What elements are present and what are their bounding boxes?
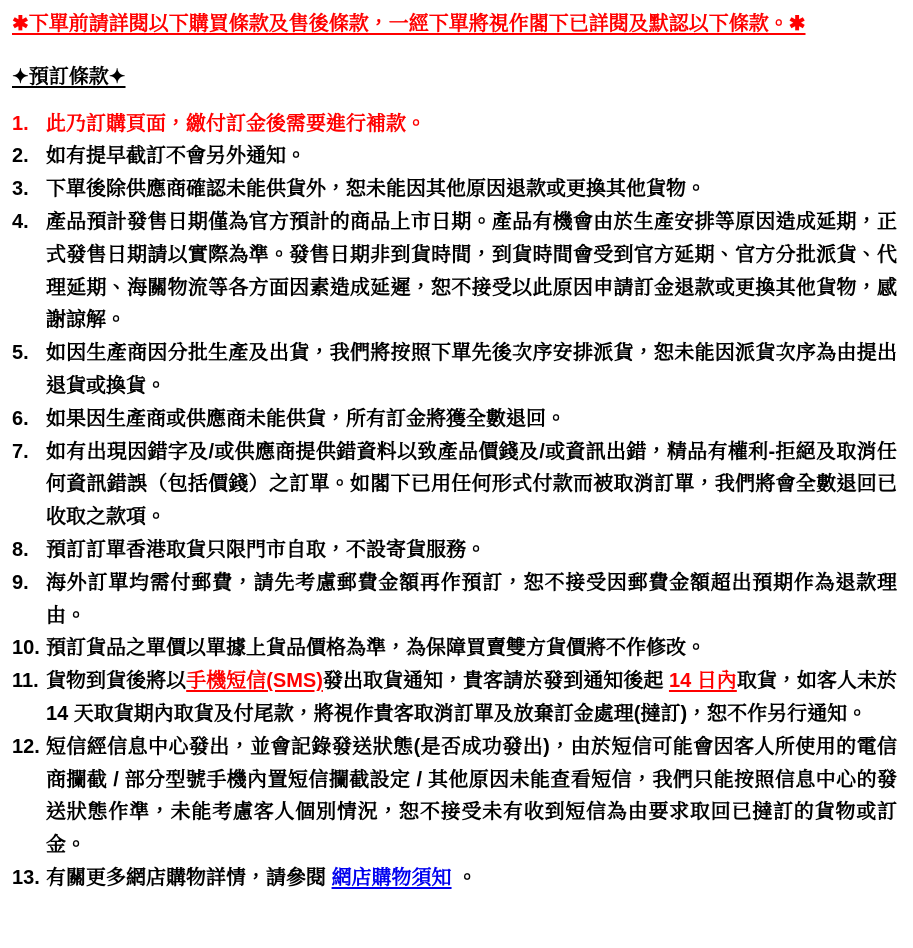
term-item — [12, 632, 897, 665]
term-content — [46, 665, 897, 731]
term-number: 5. — [12, 342, 29, 365]
term-number: 2. — [12, 145, 29, 168]
term-content — [46, 337, 897, 403]
page-title: ✱下單前請詳閱以下購買條款及售後條款，一經下單將視作閣下已詳閱及默認以下條款。✱ — [12, 13, 806, 35]
term-content — [46, 436, 897, 534]
term-number: 11. — [12, 670, 39, 693]
term-content — [46, 731, 897, 862]
term-text-segment: 如因生產商因分批生產及出貨，我們將按照下單先後次序安排派貨，恕未能因派貨次序為由提出退貨或換貨。 — [46, 342, 897, 397]
term-text-segment: 如果因生產商或供應商未能供貨，所有訂金將獲全數退回。 — [46, 407, 566, 430]
term-item — [12, 436, 897, 534]
term-text-segment: 預訂貨品之單價以單據上貨品價格為準，為保障買賣雙方貨價將不作修改。 — [46, 637, 706, 660]
term-number: 3. — [12, 178, 29, 201]
terms-list — [12, 108, 897, 895]
term-text-segment: 下單後除供應商確認未能供貨外，恕未能因其他原因退款或更換其他貨物。 — [46, 178, 706, 201]
term-content — [46, 403, 897, 436]
term-text-segment: 發出取貨通知，貴客請於發到通知後起 — [322, 670, 669, 693]
term-number: 10. — [12, 637, 40, 660]
term-number: 6. — [12, 407, 29, 430]
term-content — [46, 534, 897, 567]
term-text-segment: 手機短信(SMS) — [186, 670, 323, 693]
term-text-segment: 預訂訂單香港取貨只限門市自取，不設寄貨服務。 — [46, 538, 486, 561]
term-item — [12, 206, 897, 337]
term-number: 12. — [12, 735, 40, 758]
section-header-preorder-terms: ✦預訂條款✦ — [12, 65, 126, 88]
term-text-segment: 貨物到貨後將以 — [46, 670, 187, 693]
term-text-segment: 產品預計發售日期僅為官方預計的商品上市日期。產品有機會由於生產安排等原因造成延期，正式發售日期請以實際為準。發售日期非到貨時間，到貨時間會受到官方延期、官方分批派貨、代理延期、海關物流等各方面因素造成延遲，恕不接受以此原因申請訂金退款或更換其他貨物，感謝諒解。 — [46, 210, 897, 332]
term-item — [12, 140, 897, 173]
term-text-segment: 。 — [451, 866, 478, 889]
term-content — [46, 140, 897, 173]
term-text-segment: 此乃訂購頁面，繳付訂金後需要進行補款。 — [46, 112, 426, 135]
term-number: 7. — [12, 440, 29, 463]
term-content — [46, 567, 897, 633]
term-text-segment: 如有出現因錯字及/或供應商提供錯資料以致產品價錢及/或資訊出錯，精品有權利-拒絕及取消任何資訊錯誤（包括價錢）之訂單。如閣下已用任何形式付款而被取消訂單，我們將會全數退回已收取之款項。 — [46, 440, 897, 529]
term-content — [46, 108, 897, 141]
term-item — [12, 173, 897, 206]
term-item — [12, 337, 897, 403]
term-item — [12, 665, 897, 731]
term-item — [12, 567, 897, 633]
term-item — [12, 108, 897, 141]
term-content — [46, 632, 897, 665]
term-item — [12, 403, 897, 436]
term-text-segment: 如有提早截訂不會另外通知。 — [46, 145, 306, 168]
term-text-segment: 取貨，如客人未於 14 天取貨期內取貨及付尾款，將視作貴客取消訂單及放棄訂金處理(撻訂)，恕不作另行通知。 — [46, 670, 897, 725]
term-number: 8. — [12, 538, 29, 561]
term-number: 4. — [12, 210, 29, 233]
term-number: 9. — [12, 571, 29, 594]
term-text-segment: 有關更多網店購物詳情，請參閱 — [46, 866, 332, 889]
term-number: 1. — [12, 112, 29, 135]
term-content — [46, 862, 897, 895]
term-content — [46, 173, 897, 206]
term-text-segment: 短信經信息中心發出，並會記錄發送狀態(是否成功發出)，由於短信可能會因客人所使用的電信商攔截 / 部分型號手機內置短信攔截設定 / 其他原因未能查看短信，我們只能按照信息中心的發送狀態作準，未能考慮客人個別情況，恕不接受未有收到短信為由要求取回已撻訂的貨物或訂金。 — [46, 735, 897, 857]
term-number: 13. — [12, 866, 40, 889]
term-text-segment: 海外訂單均需付郵費，請先考慮郵費金額再作預訂，恕不接受因郵費金額超出預期作為退款理由。 — [46, 571, 897, 627]
term-item — [12, 534, 897, 567]
term-item — [12, 862, 897, 895]
term-text-segment: 14 日內 — [668, 670, 737, 693]
term-item — [12, 731, 897, 862]
shop-guide-link[interactable]: 網店購物須知 — [331, 866, 452, 889]
term-content — [46, 206, 897, 337]
